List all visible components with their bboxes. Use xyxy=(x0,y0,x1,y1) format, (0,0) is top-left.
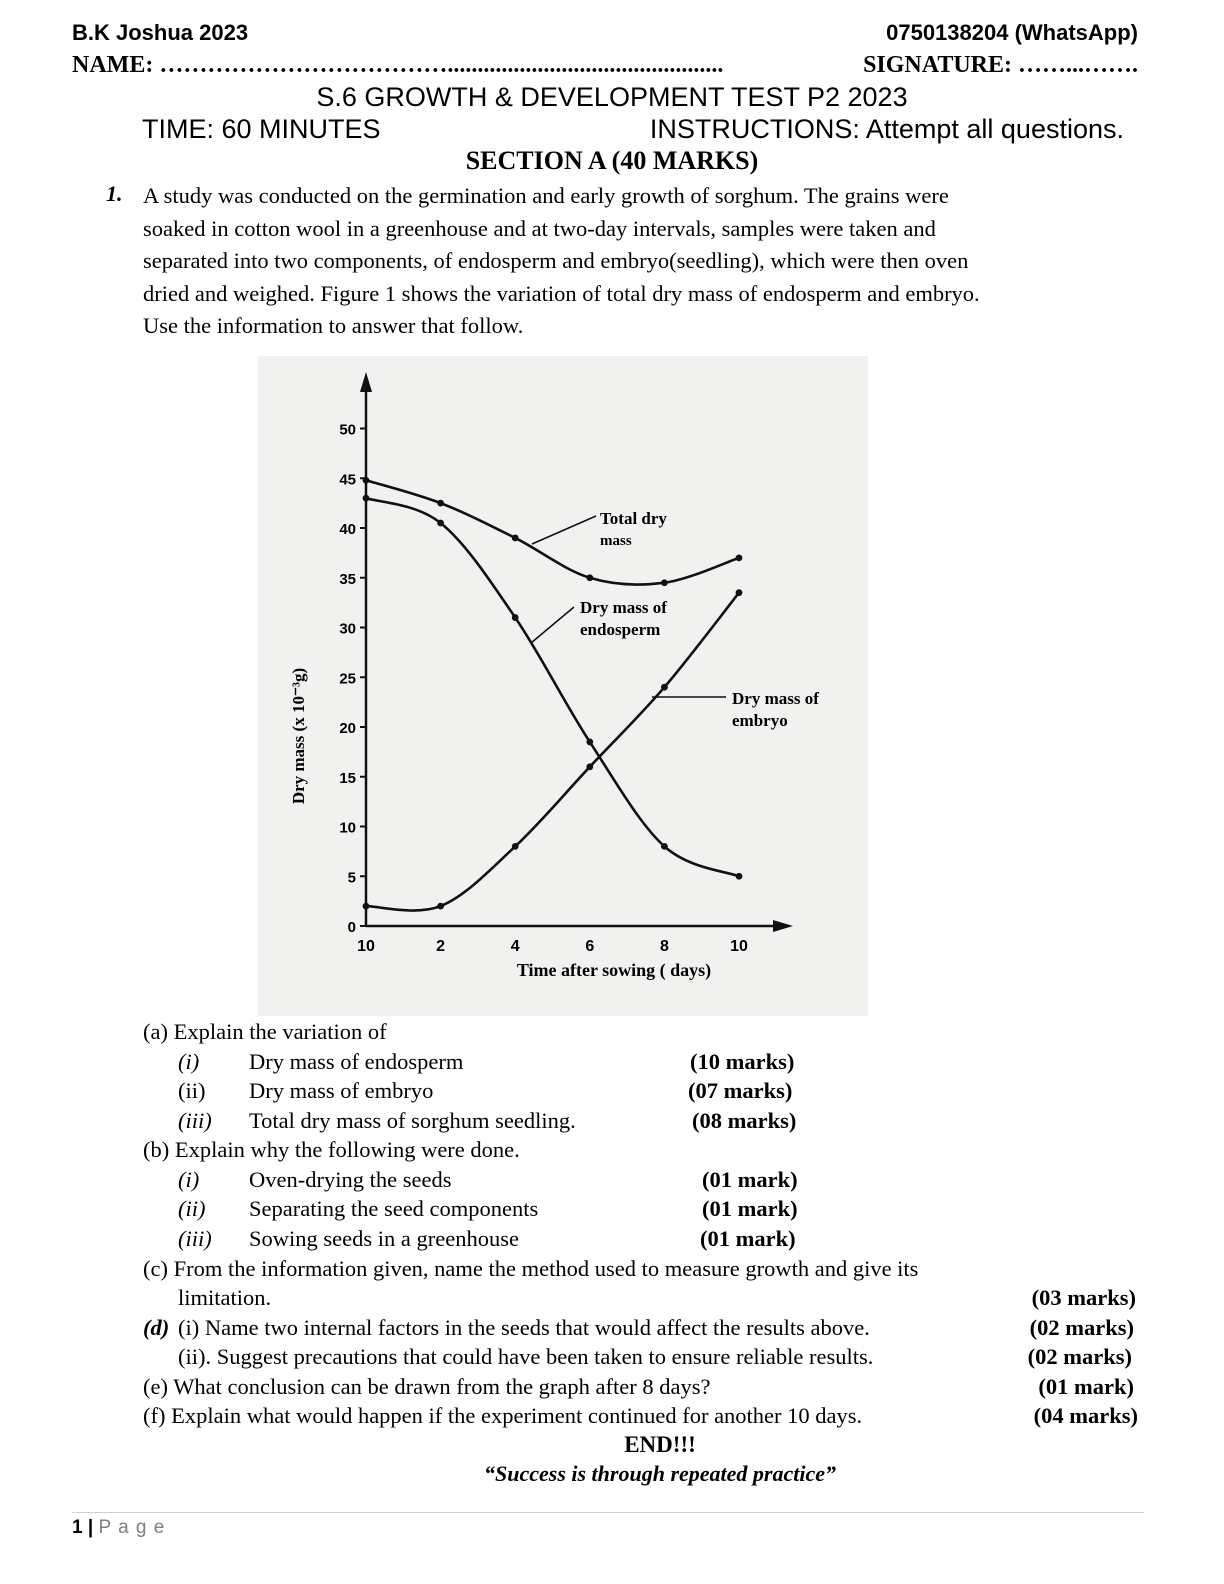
data-point-dry-mass-of-endosperm xyxy=(586,739,593,746)
item-number: (i) xyxy=(178,1049,200,1074)
question-number: 1. xyxy=(106,181,123,206)
author-header: B.K Joshua 2023 xyxy=(72,20,249,45)
time-allowed: TIME: 60 MINUTES xyxy=(142,114,381,144)
item-text: Sowing seeds in a greenhouse xyxy=(249,1226,519,1251)
item-number: (i) xyxy=(178,1167,200,1192)
intro-line: separated into two components, of endosperm and embryo(seedling), which were then oven xyxy=(143,248,969,273)
data-point-dry-mass-of-endosperm xyxy=(736,873,743,880)
name-field-label: NAME: ……………………………….............................................. xyxy=(72,52,724,78)
x-tick-label: 4 xyxy=(510,938,520,955)
series-line-dry-mass-of-embryo xyxy=(366,593,739,911)
section-heading: SECTION A (40 MARKS) xyxy=(465,146,759,175)
y-tick-label: 5 xyxy=(347,869,356,887)
data-point-dry-mass-of-embryo xyxy=(736,589,743,596)
annotation-text: endosperm xyxy=(580,620,661,639)
annotation-text: Total dry xyxy=(600,509,667,528)
item-text: Oven-drying the seeds xyxy=(249,1167,452,1192)
annotation-text: Dry mass of xyxy=(732,689,819,708)
question-f-marks: (04 marks) xyxy=(1033,1403,1138,1428)
end-marker: END!!! xyxy=(624,1432,696,1457)
phone-header: 0750138204 (WhatsApp) xyxy=(886,20,1138,45)
item-marks: (10 marks) xyxy=(690,1049,795,1074)
item-marks: (01 mark) xyxy=(702,1196,798,1221)
question-c-marks: (03 marks) xyxy=(1031,1285,1136,1310)
question-c: (c) From the information given, name the method used to measure growth and give its xyxy=(143,1256,919,1281)
question-b-heading: (b) Explain why the following were done. xyxy=(143,1137,520,1162)
question-a-heading: (a) Explain the variation of xyxy=(143,1019,387,1044)
question-intro xyxy=(143,180,1143,343)
page-footer: 1 | P a g e xyxy=(72,1517,166,1538)
signature-field-label: SIGNATURE: ……...……. xyxy=(863,52,1138,78)
page-label: P a g e xyxy=(98,1517,166,1538)
item-number: (iii) xyxy=(178,1226,212,1251)
question-d-i-marks: (02 marks) xyxy=(1029,1315,1134,1340)
motivational-quote: “Success is through repeated practice” xyxy=(484,1461,836,1486)
y-tick-label: 40 xyxy=(339,521,356,538)
item-text: Dry mass of endosperm xyxy=(249,1049,464,1074)
question-d-label: (d) xyxy=(143,1315,170,1340)
page-number: 1 xyxy=(72,1517,83,1538)
y-tick-label: 10 xyxy=(339,819,356,837)
y-tick-label: 50 xyxy=(339,421,356,439)
dry-mass-chart xyxy=(258,356,868,1016)
data-point-total-dry-mass xyxy=(586,574,593,581)
data-point-dry-mass-of-endosperm xyxy=(661,843,668,850)
series-line-total-dry-mass xyxy=(366,480,739,584)
y-tick-label: 35 xyxy=(339,570,356,588)
item-text: Dry mass of embryo xyxy=(249,1078,434,1103)
item-number: (ii) xyxy=(178,1078,206,1103)
item-marks: (08 marks) xyxy=(692,1108,797,1133)
y-tick-label: 0 xyxy=(347,919,356,936)
data-point-total-dry-mass xyxy=(363,477,370,484)
data-point-total-dry-mass xyxy=(736,554,743,561)
item-marks: (01 mark) xyxy=(702,1167,798,1192)
item-number: (iii) xyxy=(178,1108,212,1133)
data-point-dry-mass-of-embryo xyxy=(661,684,668,691)
test-title: S.6 GROWTH & DEVELOPMENT TEST P2 2023 xyxy=(316,82,908,112)
x-axis-label: Time after sowing ( days) xyxy=(516,960,712,980)
question-e: (e) What conclusion can be drawn from the graph after 8 days? xyxy=(143,1374,711,1399)
x-tick-label: 2 xyxy=(436,938,446,955)
question-e-marks: (01 mark) xyxy=(1038,1374,1134,1399)
intro-line: soaked in cotton wool in a greenhouse and at two-day intervals, samples were taken and xyxy=(143,215,936,241)
y-tick-label: 25 xyxy=(339,670,356,688)
item-number: (ii) xyxy=(178,1196,206,1221)
item-marks: (01 mark) xyxy=(700,1226,796,1251)
x-axis-arrow xyxy=(773,920,793,932)
intro-line: Use the information to answer that follow. xyxy=(143,313,524,338)
annotation-embryo xyxy=(652,689,819,730)
x-tick-label: 10 xyxy=(357,938,375,955)
data-point-dry-mass-of-endosperm xyxy=(512,614,519,621)
y-tick-label: 45 xyxy=(339,471,356,489)
data-point-dry-mass-of-embryo xyxy=(586,763,593,770)
y-axis-label: Dry mass (x 10⁻³g) xyxy=(289,667,308,805)
item-text: Total dry mass of sorghum seedling. xyxy=(249,1108,576,1133)
y-tick-label: 15 xyxy=(339,769,356,787)
y-tick-label: 30 xyxy=(339,620,356,638)
annotation-text: Dry mass of xyxy=(580,598,667,617)
data-point-total-dry-mass xyxy=(437,500,444,507)
annotation-endosperm xyxy=(531,598,667,643)
annotation-text: embryo xyxy=(732,711,788,730)
question-c-continued: limitation. xyxy=(178,1285,272,1310)
item-text: Separating the seed components xyxy=(249,1196,539,1221)
data-point-dry-mass-of-embryo xyxy=(437,903,444,910)
data-point-dry-mass-of-embryo xyxy=(363,903,370,910)
series-line-dry-mass-of-endosperm xyxy=(366,498,739,876)
data-point-dry-mass-of-embryo xyxy=(512,843,519,850)
item-marks: (07 marks) xyxy=(688,1078,793,1103)
x-tick-label: 10 xyxy=(730,938,748,955)
data-point-dry-mass-of-endosperm xyxy=(437,520,444,527)
data-point-total-dry-mass xyxy=(512,535,519,542)
question-d-ii-marks: (02 marks) xyxy=(1027,1344,1132,1369)
y-tick-label: 20 xyxy=(339,720,356,737)
question-d-i: (i) Name two internal factors in the seeds that would affect the results above. xyxy=(178,1315,870,1340)
figure-1-graph xyxy=(258,356,868,1016)
data-point-total-dry-mass xyxy=(661,579,668,586)
intro-line: A study was conducted on the germination and early growth of sorghum. The grains were xyxy=(143,183,949,208)
question-f: (f) Explain what would happen if the experiment continued for another 10 days. xyxy=(143,1403,863,1428)
y-axis-arrow xyxy=(360,372,372,392)
question-d-ii: (ii). Suggest precautions that could have been taken to ensure reliable results. xyxy=(178,1344,874,1369)
annotation-total-dry-mass xyxy=(532,509,667,549)
intro-line: dried and weighed. Figure 1 shows the variation of total dry mass of endosperm and embryo. xyxy=(143,280,980,306)
data-point-dry-mass-of-endosperm xyxy=(363,495,370,502)
instructions: INSTRUCTIONS: Attempt all questions. xyxy=(649,114,1124,144)
annotation-text: mass xyxy=(600,533,632,549)
footer-divider xyxy=(72,1512,1144,1513)
x-tick-label: 8 xyxy=(659,938,669,955)
x-tick-label: 6 xyxy=(585,938,595,955)
